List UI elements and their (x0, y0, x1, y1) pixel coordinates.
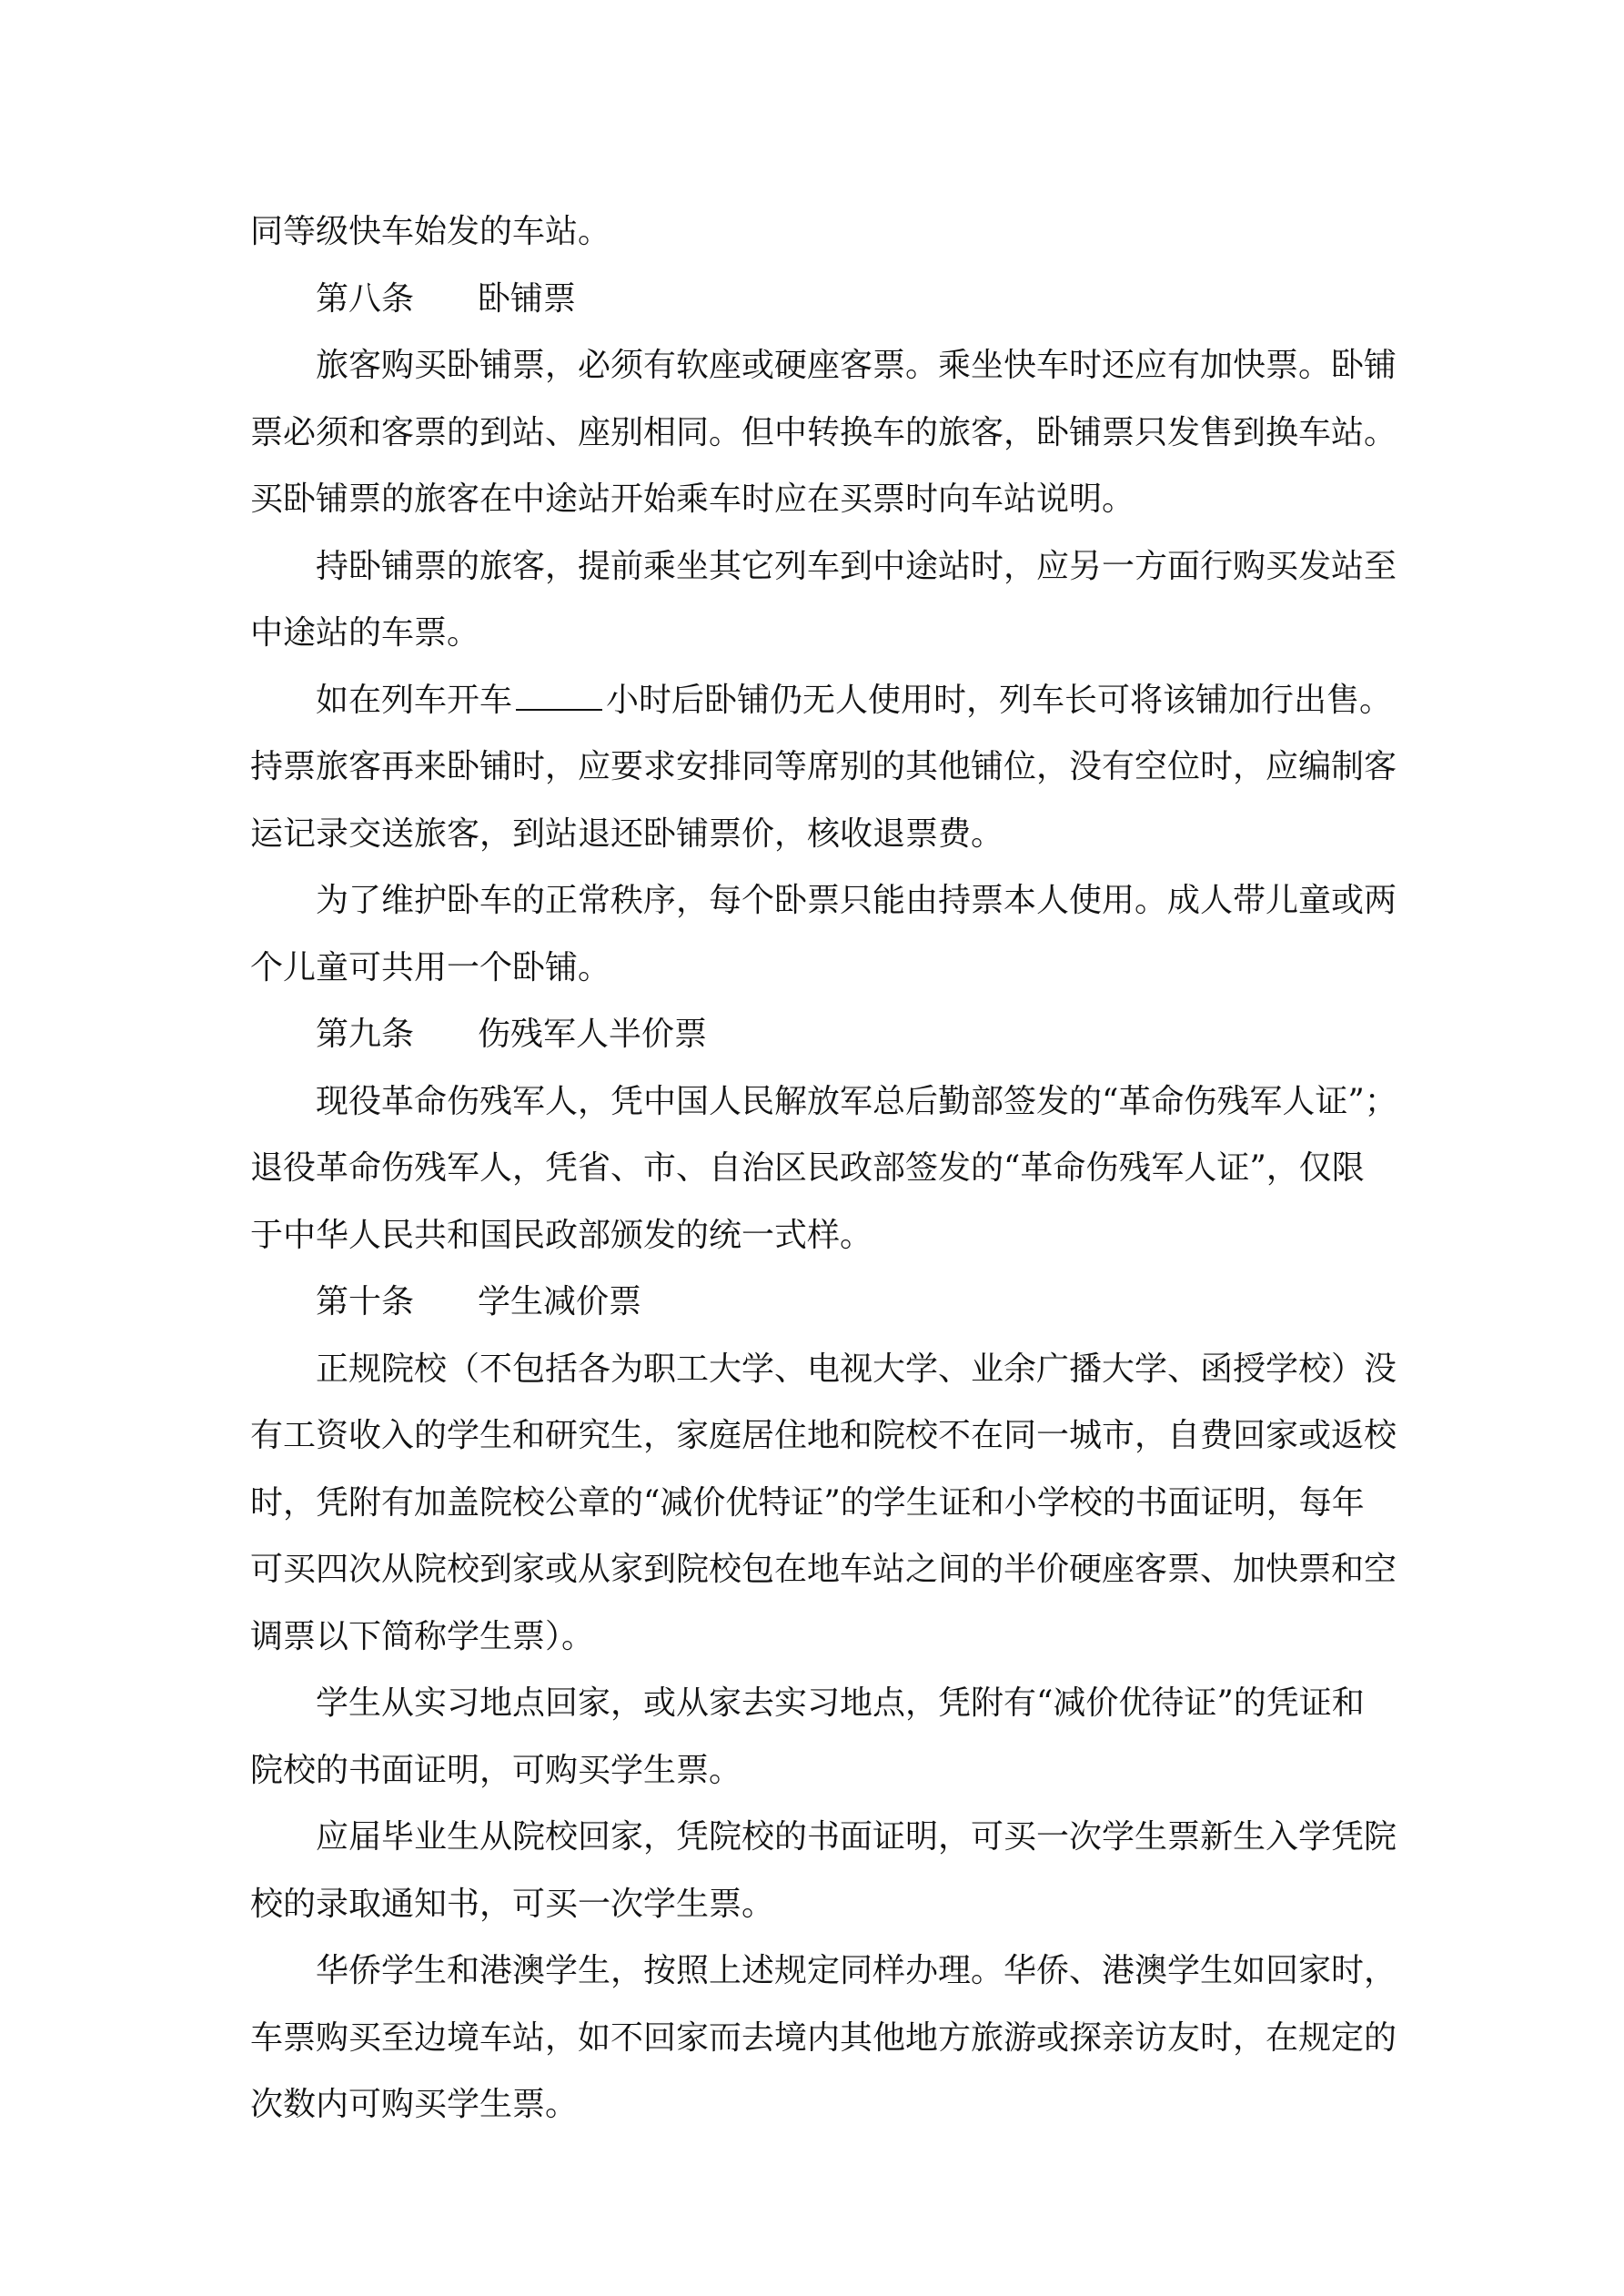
paragraph-line: 同等级快车始发的车站。 (250, 213, 611, 250)
paragraph-line: 旅客购买卧铺票，必须有软座或硬座客票。乘坐快车时还应有加快票。卧铺 (316, 347, 1397, 384)
paragraph-line: 运记录交送旅客，到站退还卧铺票价，核收退票费。 (250, 814, 1004, 853)
paragraph-line: 调票以下简称学生票）。 (250, 1617, 595, 1655)
paragraph-line: 可买四次从院校到家或从家到院校包在地车站之间的半价硬座客票、加快票和空 (250, 1551, 1397, 1588)
paragraph-line: 院校的书面证明，可购买学生票。 (250, 1751, 742, 1789)
paragraph-line: 时，凭附有加盖院校公章的“减价优特证”的学生证和小学校的书面证明，每年 (250, 1483, 1365, 1522)
article-number: 第八条 (316, 279, 415, 318)
text-after-blank: 小时后卧铺仍无人使用时，列车长可将该铺加行出售。 (606, 681, 1393, 719)
fill-in-blank (516, 682, 602, 711)
article-title: 伤残军人半价票 (478, 1016, 708, 1053)
paragraph-line: 买卧铺票的旅客在中途站开始乘车时应在买票时向车站说明。 (250, 480, 1135, 518)
paragraph-line: 中途站的车票。 (250, 614, 480, 652)
paragraph-line: 于中华人民共和国民政部颁发的统一式样。 (250, 1216, 873, 1254)
article-number: 第九条 (316, 1016, 415, 1053)
paragraph-line: 学生从实习地点回家，或从家去实习地点，凭附有“减价优待证”的凭证和 (316, 1684, 1365, 1722)
article-10-heading (250, 1269, 1387, 1336)
paragraph-line-with-blank (250, 667, 1393, 734)
article-8-heading (250, 266, 1387, 333)
article-title: 卧铺票 (478, 279, 577, 318)
paragraph-line: 票必须和客票的到站、座别相同。但中转换车的旅客，卧铺票只发售到换车站。 (250, 413, 1397, 451)
paragraph-line: 应届毕业生从院校回家，凭院校的书面证明，可买一次学生票新生入学凭院 (316, 1818, 1397, 1856)
article-9-heading (250, 1001, 1387, 1068)
paragraph-line: 次数内可购买学生票。 (250, 2086, 579, 2123)
article-number: 第十条 (316, 1283, 415, 1320)
paragraph-line: 持卧铺票的旅客，提前乘坐其它列车到中途站时，应另一方面行购买发站至 (316, 547, 1397, 585)
article-title: 学生减价票 (478, 1283, 642, 1320)
paragraph-line: 现役革命伤残军人，凭中国人民解放军总后勤部签发的“革命伤残军人证”； (316, 1082, 1397, 1120)
paragraph-line: 为了维护卧车的正常秩序，每个卧票只能由持票本人使用。成人带儿童或两 (316, 882, 1397, 919)
paragraph-line: 华侨学生和港澳学生，按照上述规定同样办理。华侨、港澳学生如回家时， (316, 1952, 1397, 1989)
paragraph-line: 持票旅客再来卧铺时，应要求安排同等席别的其他铺位，没有空位时，应编制客 (250, 748, 1397, 785)
paragraph-line: 个儿童可共用一个卧铺。 (250, 948, 611, 986)
document-page (250, 198, 1397, 2139)
paragraph-line: 正规院校（不包括各为职工大学、电视大学、业余广播大学、函授学校）没 (316, 1350, 1397, 1388)
paragraph-line: 校的录取通知书，可买一次学生票。 (250, 1885, 775, 1923)
paragraph-line: 车票购买至边境车站，如不回家而去境内其他地方旅游或探亲访友时，在规定的 (250, 2018, 1397, 2057)
paragraph-line: 有工资收入的学生和研究生，家庭居住地和院校不在同一城市，自费回家或返校 (250, 1417, 1397, 1454)
paragraph-line: 退役革命伤残军人，凭省、市、自治区民政部签发的“革命伤残军人证”，仅限 (250, 1149, 1365, 1187)
text-before-blank: 如在列车开车 (316, 681, 513, 719)
